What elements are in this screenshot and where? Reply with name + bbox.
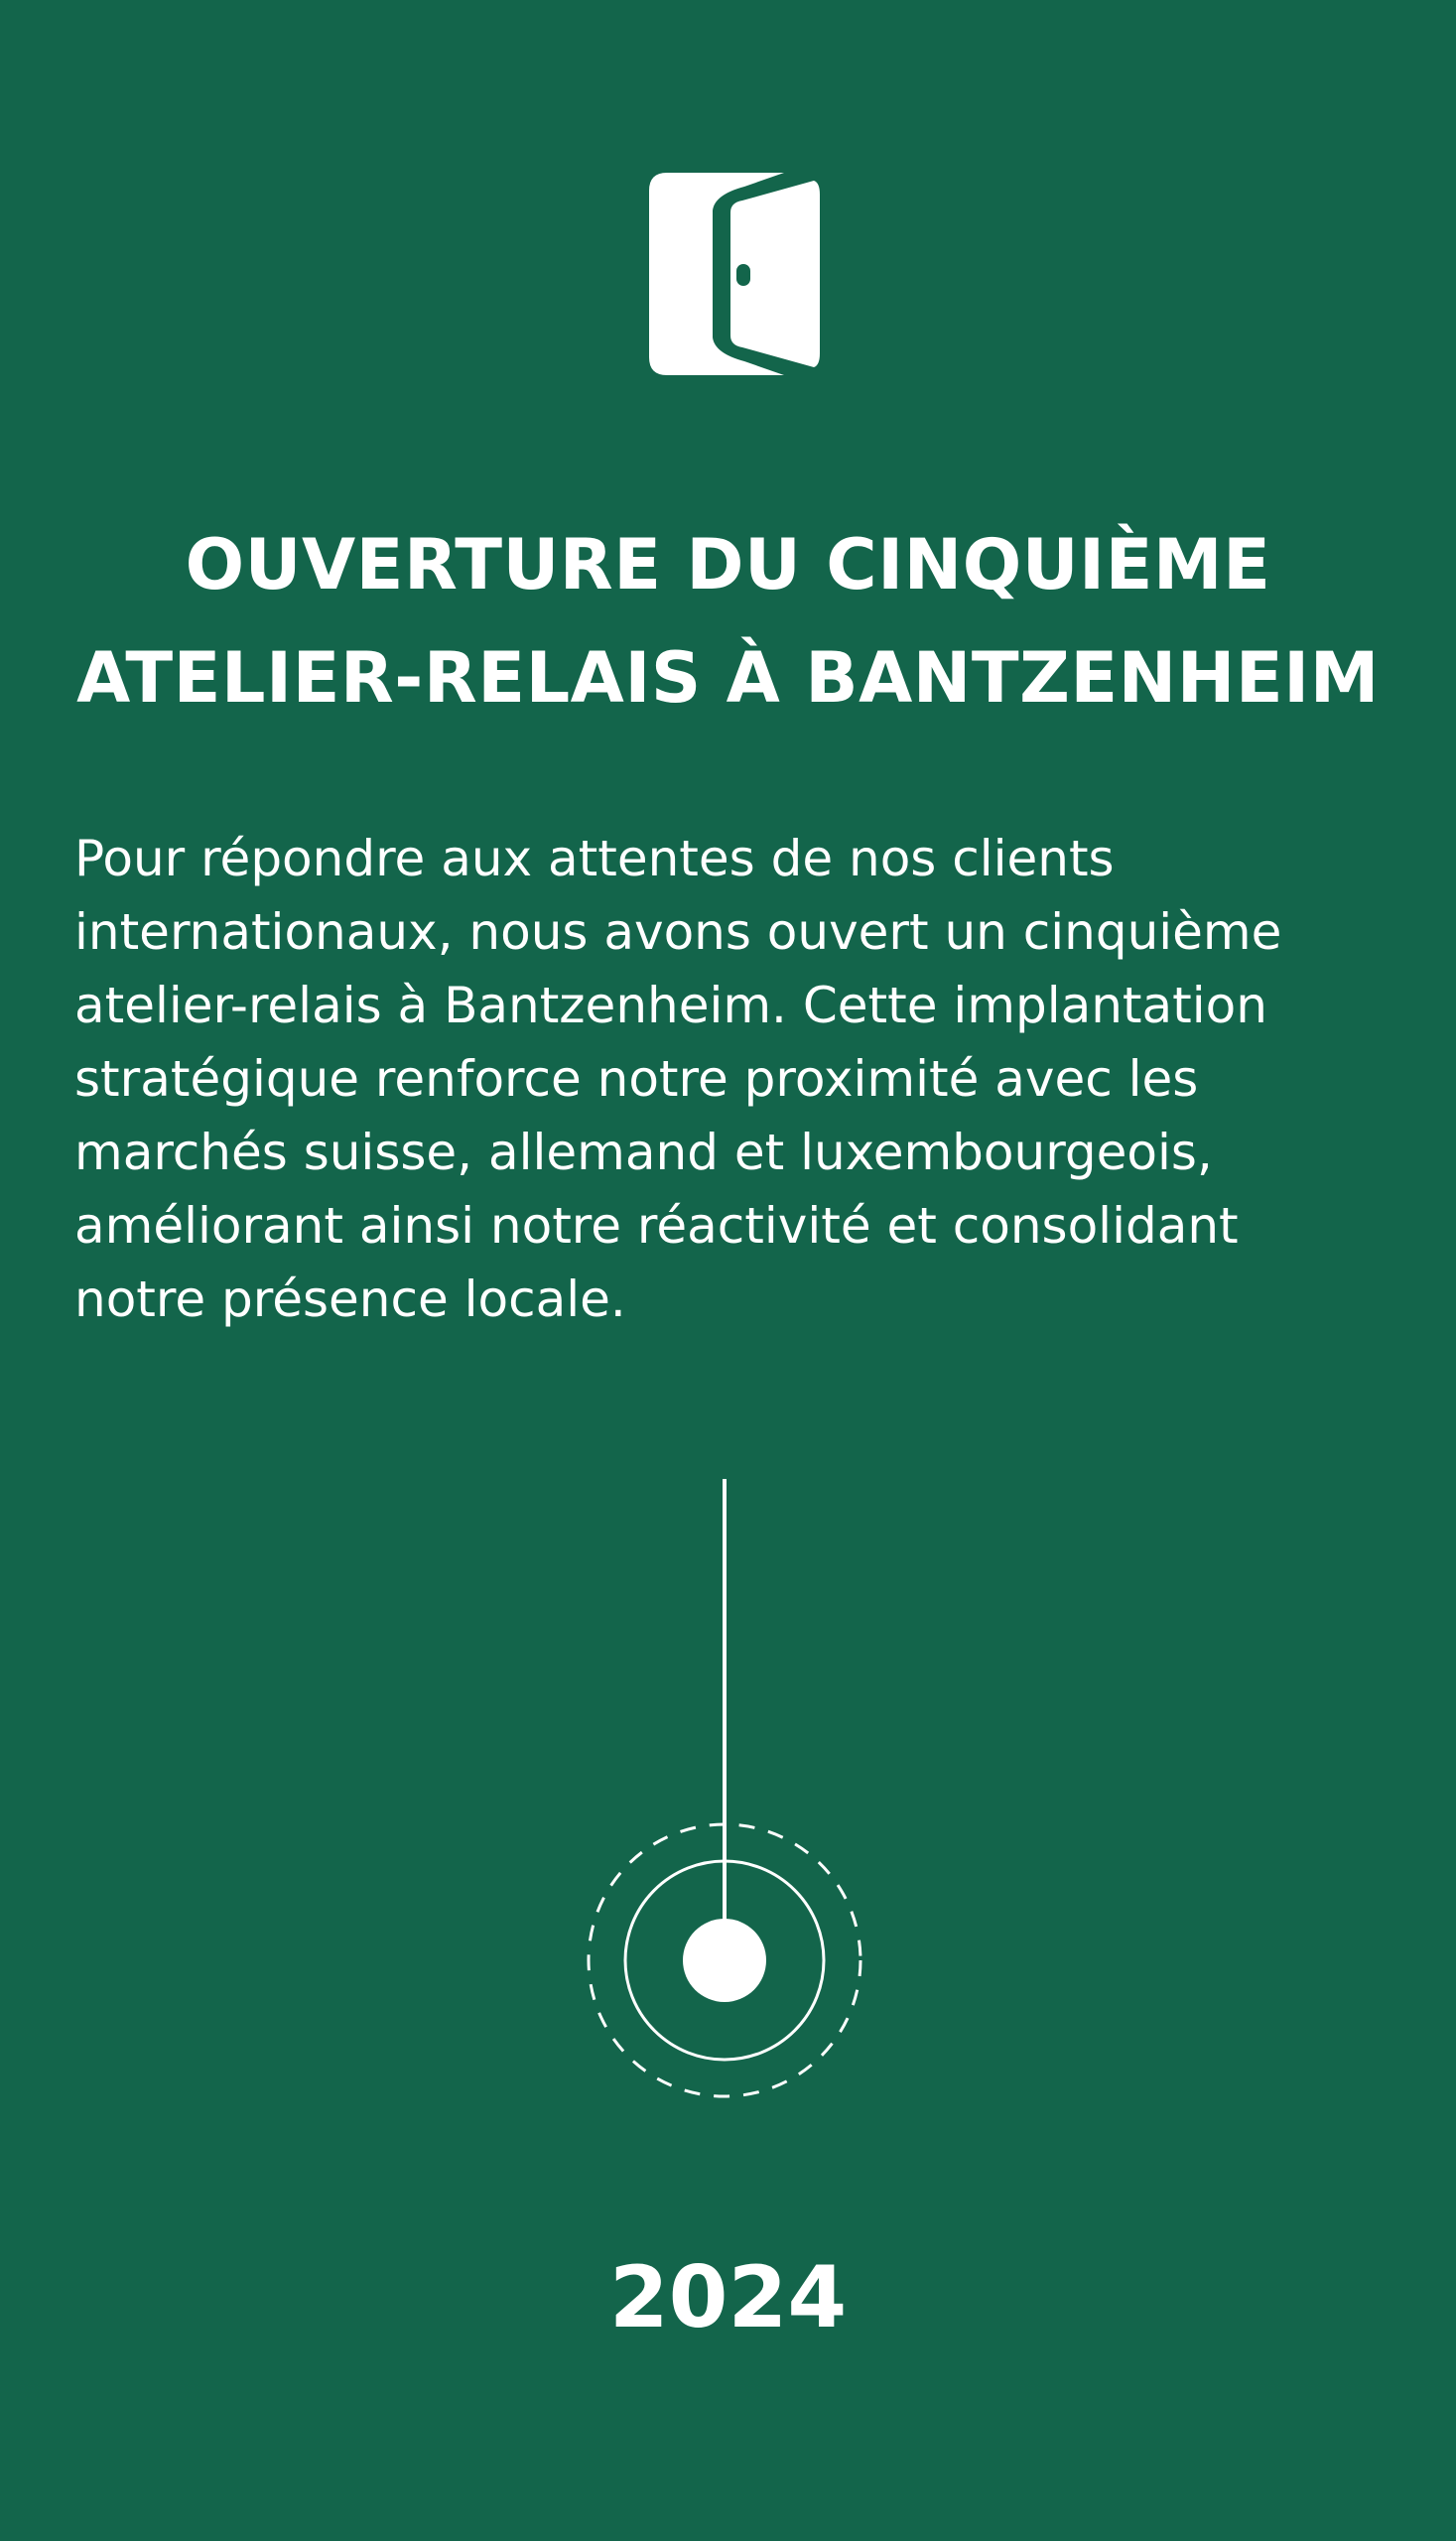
description-line: atelier-relais à Bantzenheim. Cette implantation [74,977,1267,1034]
description-line: notre présence locale. [74,1270,626,1328]
milestone-year: 2024 [608,2248,848,2347]
milestone-title-line: ATELIER-RELAIS À BANTZENHEIM [76,637,1380,719]
description-line: améliorant ainsi notre réactivité et consolidant [74,1197,1239,1255]
timeline-marker [576,1474,873,2109]
description-line: Pour répondre aux attentes de nos clients [74,830,1115,887]
timeline-dot [683,1919,766,2002]
milestone-title [0,508,1456,735]
milestone-title-line: OUVERTURE DU CINQUIÈME [185,524,1271,605]
milestone-description [74,822,1385,1336]
open-door-icon [645,171,822,377]
description-line: marchés suisse, allemand et luxembourgeois, [74,1124,1213,1181]
description-line: internationaux, nous avons ouvert un cinquième [74,903,1282,961]
description-line: stratégique renforce notre proximité avec les [74,1050,1199,1108]
